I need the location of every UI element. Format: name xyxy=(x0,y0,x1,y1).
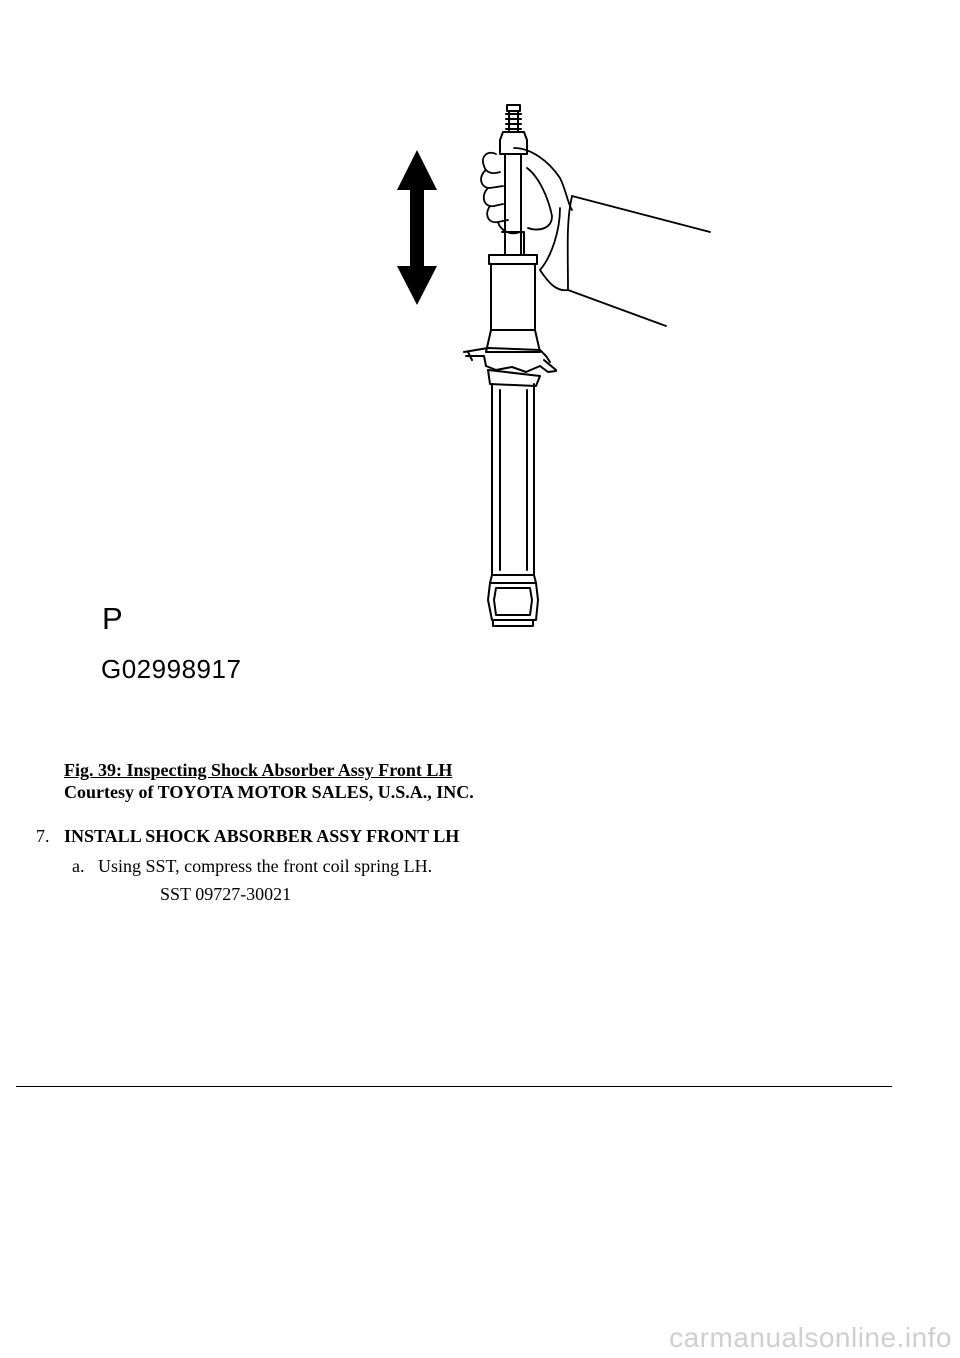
shock-absorber-icon xyxy=(464,105,556,626)
figure-caption-credit: Courtesy of TOYOTA MOTOR SALES, U.S.A., INC. xyxy=(64,782,474,802)
site-watermark: carmanualsonline.info xyxy=(669,1322,952,1353)
procedure-step-7 xyxy=(36,826,459,848)
procedure-substep-a xyxy=(72,856,432,878)
figure-image-code: G02998917 xyxy=(101,654,242,684)
figure-view-letter: P xyxy=(102,601,124,636)
page-divider xyxy=(16,1086,892,1087)
hand-icon xyxy=(481,148,710,326)
substep-letter: a. xyxy=(72,856,85,876)
shock-absorber-illustration xyxy=(90,95,730,695)
step-number: 7. xyxy=(36,826,50,846)
up-down-arrow-icon xyxy=(397,150,437,305)
substep-text: Using SST, compress the front coil spring LH. xyxy=(98,856,433,876)
sst-reference: SST 09727-30021 xyxy=(160,884,292,904)
step-title: INSTALL SHOCK ABSORBER ASSY FRONT LH xyxy=(64,826,460,846)
figure-caption-title[interactable]: Fig. 39: Inspecting Shock Absorber Assy Front LH xyxy=(64,760,453,780)
